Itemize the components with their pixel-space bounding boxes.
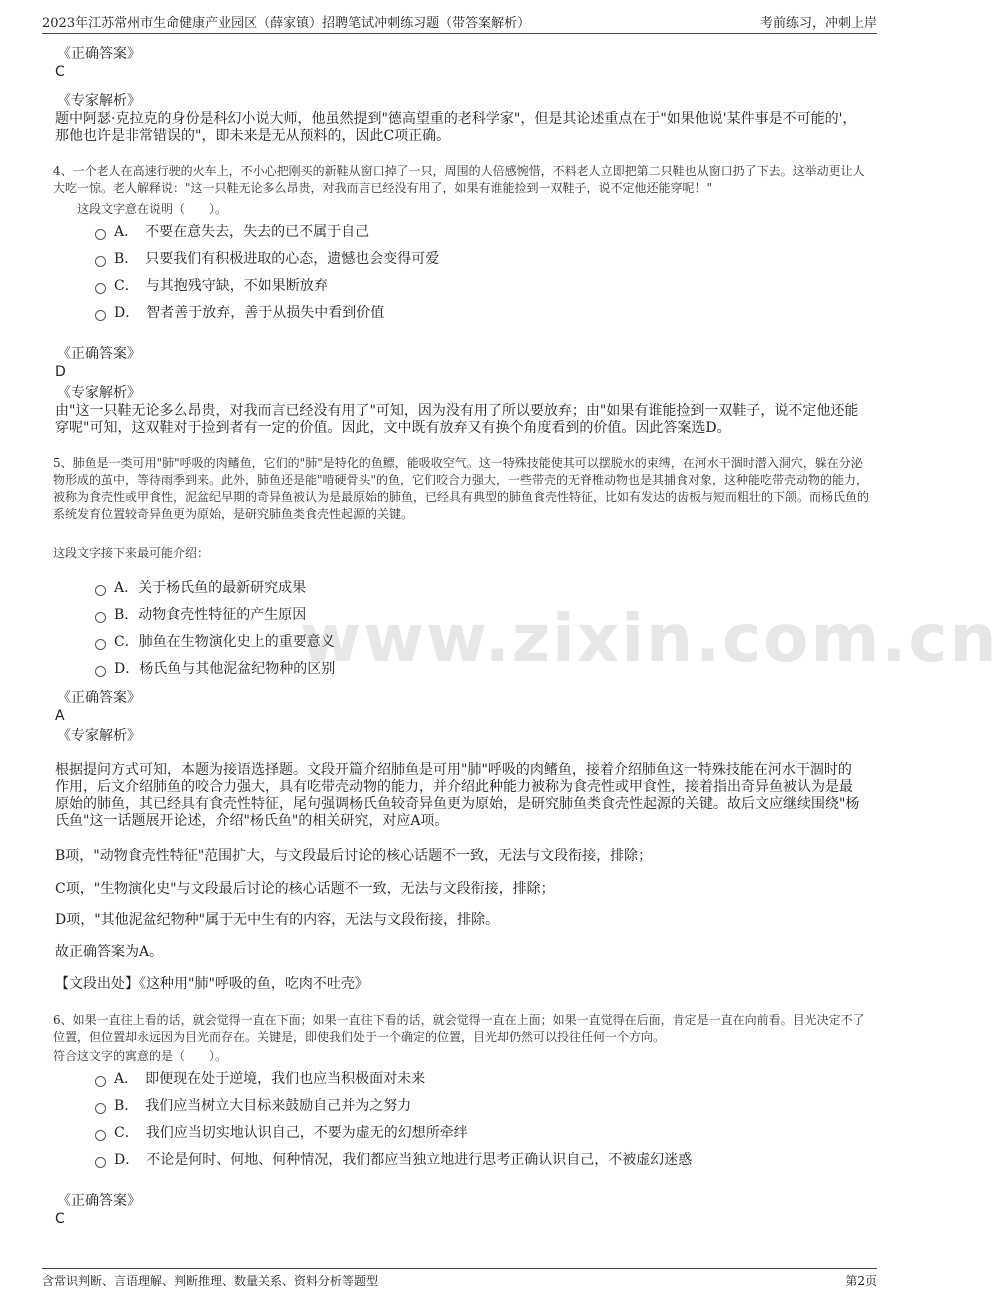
radio-icon[interactable] <box>95 666 106 677</box>
radio-icon[interactable] <box>95 1157 106 1168</box>
answer-value: C <box>55 1211 65 1227</box>
answer-label: 《正确答案》 <box>57 1193 141 1209</box>
option-d[interactable] <box>95 303 384 323</box>
analysis-text: 题中阿瑟·克拉克的身份是科幻小说大师，他虽然提到"德高望重的老科学家"，但是其论述重点在于"如果他说'某件事是不可能的'，那他也许是非常错误的"，即未来是无从预料的，因此C项正确。 <box>55 111 857 144</box>
analysis-option-c: C项，"生物演化史"与文段最后讨论的核心话题不一致，无法与文段衔接，排除； <box>55 881 555 897</box>
option-c[interactable] <box>95 632 335 652</box>
footer-divider <box>42 1268 877 1269</box>
option-a[interactable] <box>95 578 306 598</box>
radio-icon[interactable] <box>95 283 106 294</box>
source-citation: 【文段出处】《这种用"肺"呼吸的鱼，吃肉不吐壳》 <box>55 976 369 992</box>
page-header <box>0 0 920 36</box>
analysis-text: 由"这一只鞋无论多么昂贵，对我而言已经没有用了"可知，因为没有用了所以要放弃；由"如果有谁能捡到一双鞋子，说不定他还能穿呢"可知，这双鞋对于捡到者有一定的价值。因此，文中既有放弃又有换个角度看到的价值。因此答案选D。 <box>55 403 859 436</box>
option-d[interactable] <box>95 659 335 679</box>
option-d[interactable] <box>95 1150 692 1170</box>
question-prompt: 符合这文字的寓意的是（ ）。 <box>53 1049 228 1063</box>
page-footer <box>0 1262 920 1302</box>
analysis-option-d: D项，"其他泥盆纪物种"属于无中生有的内容，无法与文段衔接，排除。 <box>55 912 500 928</box>
analysis-text: 根据提问方式可知，本题为接语选择题。文段开篇介绍肺鱼是可用"肺"呼吸的肉鳍鱼，接着介绍肺鱼这一特殊技能在河水干涸时的作用，后文介绍肺鱼的咬合力强大，具有吃带壳动物的能力，并介绍此种能力被称为食壳性或甲食性，接着指出奇异鱼被认为是最原始的肺鱼，其已经具有食壳性特征，尾句强调杨氏鱼较奇异鱼更为原始，是研究肺鱼类食壳性起源的关键。故后文应继续围绕"杨氏鱼"这一话题展开论述，介绍"杨氏鱼"的相关研究，对应A项。 <box>55 762 860 829</box>
option-label: D． 智者善于放弃，善于从损失中看到价值 <box>114 305 385 321</box>
radio-icon[interactable] <box>95 256 106 267</box>
option-b[interactable] <box>95 605 306 625</box>
answer-value: A <box>55 708 65 724</box>
option-c[interactable] <box>95 1123 468 1143</box>
radio-icon[interactable] <box>95 639 106 650</box>
radio-icon[interactable] <box>95 1103 106 1114</box>
document-title: 2023年江苏常州市生命健康产业园区（薛家镇）招聘笔试冲刺练习题（带答案解析） <box>42 16 531 31</box>
answer-value: D <box>55 364 66 380</box>
option-label: D． 不论是何时、何地、何种情况，我们都应当独立地进行思考正确认识自己，不被虚幻迷惑 <box>114 1152 693 1168</box>
option-label: B． 我们应当树立大目标来鼓励自己并为之努力 <box>114 1098 412 1114</box>
option-label: B． 只要我们有积极进取的心态，遗憾也会变得可爱 <box>114 251 440 267</box>
page-number: 第2页 <box>845 1274 877 1288</box>
radio-icon[interactable] <box>95 612 106 623</box>
answer-value: C <box>55 64 65 80</box>
answer-label: 《正确答案》 <box>57 346 141 362</box>
radio-icon[interactable] <box>95 585 106 596</box>
header-slogan: 考前练习，冲刺上岸 <box>759 16 877 31</box>
radio-icon[interactable] <box>95 1076 106 1087</box>
option-label: A． 即便现在处于逆境，我们也应当积极面对未来 <box>114 1071 426 1087</box>
analysis-conclusion: 故正确答案为A。 <box>55 944 164 960</box>
question-stem: 5、肺鱼是一类可用"肺"呼吸的肉鳍鱼，它们的"肺"是特化的鱼鳔，能吸收空气。这一特殊技能使其可以摆脱水的束缚，在河水干涸时潜入洞穴，躲在分泌物形成的茧中，等待雨季到来。此外，肺鱼还是能"啃硬骨头"的鱼，它们咬合力强大，一些带壳的无脊椎动物也是其捕食对象，这种能吃带壳动物的能力，被称为食壳性或甲食性，泥盆纪早期的奇异鱼被认为是最原始的肺鱼，已经具有典型的肺鱼食壳性特征，比如有发达的齿板与短而粗壮的下颌。而杨氏鱼的系统发育位置较奇异鱼更为原始，是研究肺鱼类食壳性起源的关键。 <box>53 456 870 521</box>
question-prompt: 这段文字意在说明（ ）。 <box>77 202 228 216</box>
header-divider <box>42 33 877 34</box>
option-a[interactable] <box>95 222 369 242</box>
option-b[interactable] <box>95 1096 411 1116</box>
watermark: www.zixin.com.cn <box>300 600 998 677</box>
analysis-label: 《专家解析》 <box>57 385 141 401</box>
option-c[interactable] <box>95 276 328 296</box>
radio-icon[interactable] <box>95 310 106 321</box>
option-b[interactable] <box>95 249 439 269</box>
option-label: C． 我们应当切实地认识自己，不要为虚无的幻想所牵绊 <box>114 1125 468 1141</box>
answer-label: 《正确答案》 <box>57 690 141 706</box>
question-stem: 4、一个老人在高速行驶的火车上，不小心把刚买的新鞋从窗口掉了一只，周围的人倍感惋惜，不料老人立即把第二只鞋也从窗口扔了下去。这举动更让人大吃一惊。老人解释说："这一只鞋无论多么昂贵，对我而言已经没有用了，如果有谁能捡到一双鞋子，说不定他还能穿呢！" <box>53 164 865 195</box>
answer-label: 《正确答案》 <box>57 46 141 62</box>
option-label: A． 不要在意失去，失去的已不属于自己 <box>114 224 370 240</box>
option-label: A．关于杨氏鱼的最新研究成果 <box>114 580 307 596</box>
question-stem: 6、如果一直往上看的话，就会觉得一直在下面；如果一直往下看的话，就会觉得一直在上面；如果一直觉得在后面，肯定是一直在向前看。目光决定不了位置，但位置却永远因为目光而存在。关键是，即使我们处于一个确定的位置，目光却仍然可以投往任何一个方向。 <box>53 1013 865 1044</box>
analysis-option-b: B项，"动物食壳性特征"范围扩大，与文段最后讨论的核心话题不一致，无法与文段衔接，排除； <box>55 848 653 864</box>
footer-note: 含常识判断、言语理解、判断推理、数量关系、资料分析等题型 <box>42 1274 379 1288</box>
radio-icon[interactable] <box>95 1130 106 1141</box>
analysis-label: 《专家解析》 <box>57 93 141 109</box>
option-label: C．肺鱼在生物演化史上的重要意义 <box>114 634 335 650</box>
question-prompt: 这段文字接下来最可能介绍： <box>53 546 210 560</box>
radio-icon[interactable] <box>95 229 106 240</box>
option-label: B．动物食壳性特征的产生原因 <box>114 607 307 623</box>
analysis-label: 《专家解析》 <box>57 728 141 744</box>
option-a[interactable] <box>95 1069 425 1089</box>
option-label: C． 与其抱残守缺，不如果断放弃 <box>114 278 328 294</box>
option-label: D．杨氏鱼与其他泥盆纪物种的区别 <box>114 661 336 677</box>
